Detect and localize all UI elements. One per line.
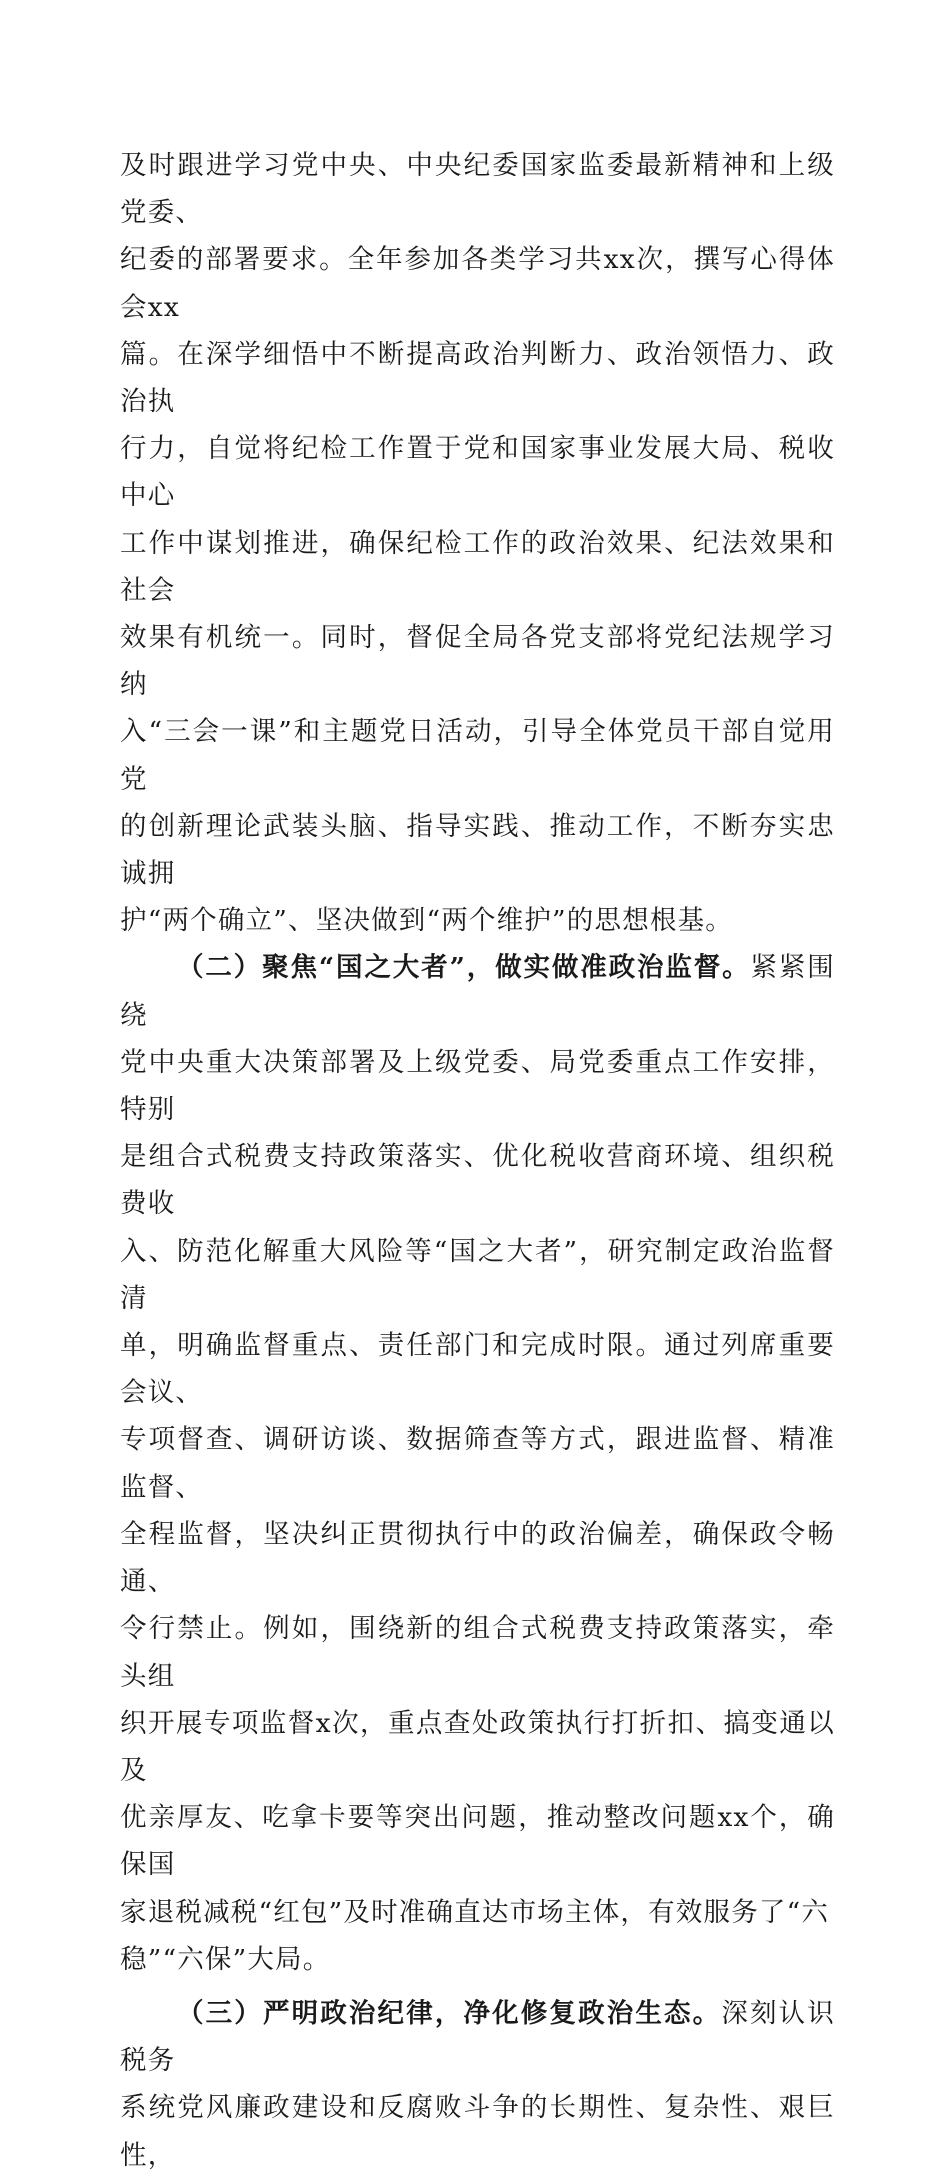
text-line: 单，明确监督重点、责任部门和完成时限。通过列席重要会议、: [120, 1330, 835, 1409]
text-line: 全程监督，坚决纠正贯彻执行中的政治偏差，确保政令畅通、: [120, 1518, 835, 1598]
text-line: 令行禁止。例如，围绕新的组合式税费支持政策落实，牵头组: [120, 1613, 835, 1692]
text-line: 党中央重大决策部署及上级党委、局党委重点工作安排，特别: [120, 1046, 835, 1126]
paragraph-study: [120, 142, 835, 944]
section-heading-line: [120, 1990, 835, 2084]
section-heading: （三）严明政治纪律，净化修复政治生态。: [177, 1997, 722, 2029]
text-line: 优亲厚友、吃拿卡要等突出问题，推动整改问题xx个，确保国: [120, 1802, 835, 1881]
section-heading-line: [120, 944, 835, 1038]
section-heading: （二）聚焦“国之大者”，做实做准政治监督。: [177, 952, 751, 984]
text-line: 是组合式税费支持政策落实、优化税收营商环境、组织税费收: [120, 1141, 835, 1220]
paragraph-political-discipline: [120, 1990, 835, 2179]
heading-tail-text: 深刻认识税务: [120, 1997, 835, 2077]
text-line: 篇。在深学细悟中不断提高政治判断力、政治领悟力、政治执: [120, 338, 835, 418]
text-line: 护“两个确立”、坚决做到“两个维护”的思想根基。: [120, 905, 733, 937]
text-line: 行力，自觉将纪检工作置于党和国家事业发展大局、税收中心: [120, 433, 835, 512]
text-line: 工作中谋划推进，确保纪检工作的政治效果、纪法效果和社会: [120, 527, 835, 606]
document-body: [120, 142, 835, 2179]
heading-tail-text: 紧紧围绕: [120, 952, 835, 1031]
paragraph-political-supervision: [120, 944, 835, 1982]
text-line: 的创新理论武装头脑、指导实践、推动工作，不断夯实忠诚拥: [120, 810, 835, 890]
text-line: 系统党风廉政建设和反腐败斗争的长期性、复杂性、艰巨性，: [120, 2092, 835, 2171]
text-line: 及时跟进学习党中央、中央纪委国家监委最新精神和上级党委、: [120, 150, 835, 229]
text-line: 入、防范化解重大风险等“国之大者”，研究制定政治监督清: [120, 1235, 835, 1314]
text-line: 织开展专项监督x次，重点查处政策执行打折扣、搞变通以及: [120, 1707, 835, 1786]
text-line: 稳”“六保”大局。: [120, 1943, 331, 1975]
text-line: 效果有机统一。同时，督促全局各党支部将党纪法规学习纳: [120, 622, 835, 701]
text-line: 纪委的部署要求。全年参加各类学习共xx次，撰写心得体会xx: [120, 244, 835, 323]
text-line: 专项督查、调研访谈、数据筛查等方式，跟进监督、精准监督、: [120, 1424, 835, 1503]
text-line: 入“三会一课”和主题党日活动，引导全体党员干部自觉用党: [120, 716, 835, 795]
text-line: 家退税减税“红包”及时准确直达市场主体，有效服务了“六: [120, 1896, 830, 1928]
